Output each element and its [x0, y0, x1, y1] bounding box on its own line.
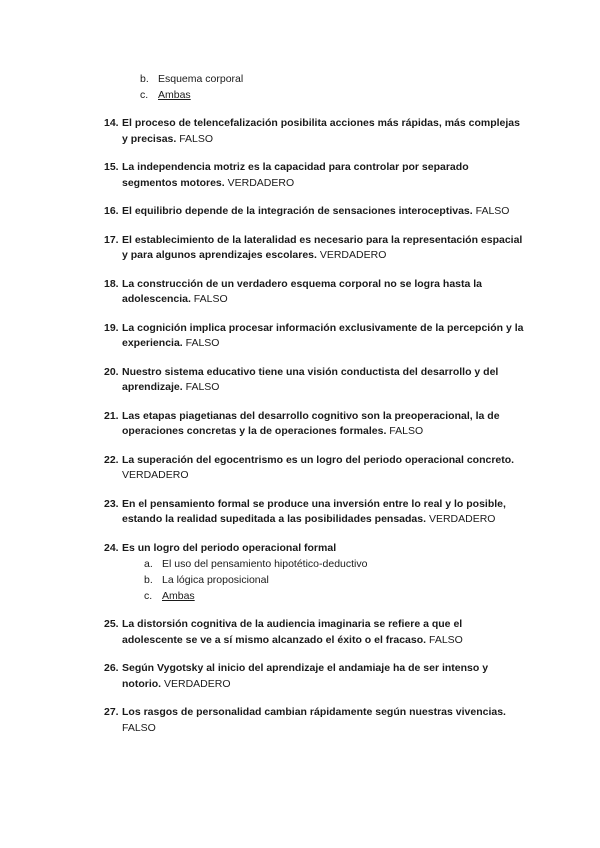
- question-text: Según Vygotsky al inicio del aprendizaje el andamiaje ha de ser intenso y notorio.: [122, 662, 489, 690]
- question-number: 20.: [104, 365, 119, 378]
- question-number: 17.: [104, 233, 119, 246]
- question-17: [104, 233, 524, 264]
- option-a: [144, 556, 524, 572]
- question-21: [104, 409, 524, 440]
- question-answer: FALSO: [179, 132, 214, 145]
- question-24: [104, 541, 524, 605]
- question-answer: FALSO: [185, 337, 220, 349]
- question-answer: VERDADERO: [428, 513, 496, 525]
- option-text: Esquema corporal: [158, 73, 244, 85]
- question-25: [104, 617, 524, 648]
- question-answer: VERDADERO: [122, 469, 189, 481]
- question-answer: FALSO: [389, 425, 424, 437]
- question-number: 26.: [104, 662, 119, 674]
- question-20: [104, 365, 524, 396]
- question-22: [104, 453, 524, 484]
- question-text: Los rasgos de personalidad cambian rápidamente según nuestras vivencias.: [122, 706, 506, 718]
- option-text: El uso del pensamiento hipotético-deductivo: [162, 558, 368, 570]
- question-answer: FALSO: [122, 721, 156, 734]
- question-text: La distorsión cognitiva de la audiencia imaginaria se refiere a que el adolescente se ve a sí mismo alcanzado el éxito o el fracaso.: [122, 618, 463, 646]
- option-c: [140, 87, 243, 103]
- question-answer: FALSO: [185, 381, 220, 393]
- question-text: La independencia motriz es la capacidad para controlar por separado segmentos motores.: [122, 161, 469, 189]
- question-text: Las etapas piagetianas del desarrollo cognitivo son la preoperacional, la de operaciones concretas y la de operaciones formales.: [122, 409, 500, 437]
- question-26: [104, 661, 524, 692]
- question-number: 23.: [104, 497, 119, 510]
- option-list: [122, 556, 524, 604]
- question-number: 27.: [104, 706, 119, 718]
- option-letter: b.: [144, 574, 153, 586]
- option-letter: b.: [140, 73, 149, 85]
- question-answer: VERDADERO: [164, 677, 231, 690]
- question-18: [104, 277, 524, 308]
- question-19: [104, 321, 524, 352]
- question-14: [104, 116, 524, 147]
- question-number: 14.: [104, 117, 119, 129]
- question-text: El establecimiento de la lateralidad es necesario para la representación espacial y para algunos aprendizajes escolares.: [122, 233, 523, 261]
- question-23: [104, 497, 524, 528]
- question-answer: VERDADERO: [227, 176, 295, 189]
- option-text-selected: Ambas: [162, 590, 195, 602]
- option-text-selected: Ambas: [158, 89, 191, 101]
- question-answer: FALSO: [428, 633, 463, 646]
- option-letter: a.: [144, 558, 153, 570]
- question-number: 22.: [104, 453, 119, 466]
- question-text: La superación del egocentrismo es un logro del periodo operacional concreto.: [122, 453, 515, 466]
- question-15: [104, 160, 524, 191]
- question-number: 25.: [104, 618, 119, 630]
- option-letter: c.: [144, 590, 153, 602]
- continued-options: [140, 71, 243, 103]
- question-answer: VERDADERO: [319, 249, 387, 261]
- question-text: La cognición implica procesar información exclusivamente de la percepción y la experiencia.: [122, 321, 524, 349]
- question-answer: FALSO: [475, 205, 510, 217]
- question-number: 19.: [104, 321, 119, 334]
- option-b: [144, 572, 524, 588]
- question-number: 24.: [104, 541, 119, 554]
- question-text: En el pensamiento formal se produce una inversión entre lo real y lo posible, estando la realidad supeditada a las posibilidades pensadas.: [122, 497, 506, 525]
- question-text: El proceso de telencefalización posibilita acciones más rápidas, más complejas y precisas.: [122, 117, 520, 145]
- question-text: El equilibrio depende de la integración de sensaciones interoceptivas.: [122, 205, 473, 217]
- question-27: [104, 705, 524, 736]
- question-answer: FALSO: [193, 293, 228, 305]
- question-16: [104, 204, 524, 220]
- question-number: 21.: [104, 409, 119, 422]
- question-number: 18.: [104, 277, 119, 290]
- question-number: 15.: [104, 161, 119, 173]
- question-text: Nuestro sistema educativo tiene una visión conductista del desarrollo y del aprendizaje.: [122, 365, 499, 393]
- option-c: [144, 588, 524, 604]
- question-text: La construcción de un verdadero esquema corporal no se logra hasta la adolescencia.: [122, 277, 483, 305]
- option-letter: c.: [140, 89, 149, 101]
- question-number: 16.: [104, 205, 119, 217]
- option-b: [140, 71, 243, 87]
- question-list: [104, 116, 524, 749]
- option-text: La lógica proposicional: [162, 574, 269, 586]
- question-text: Es un logro del periodo operacional formal: [122, 541, 337, 554]
